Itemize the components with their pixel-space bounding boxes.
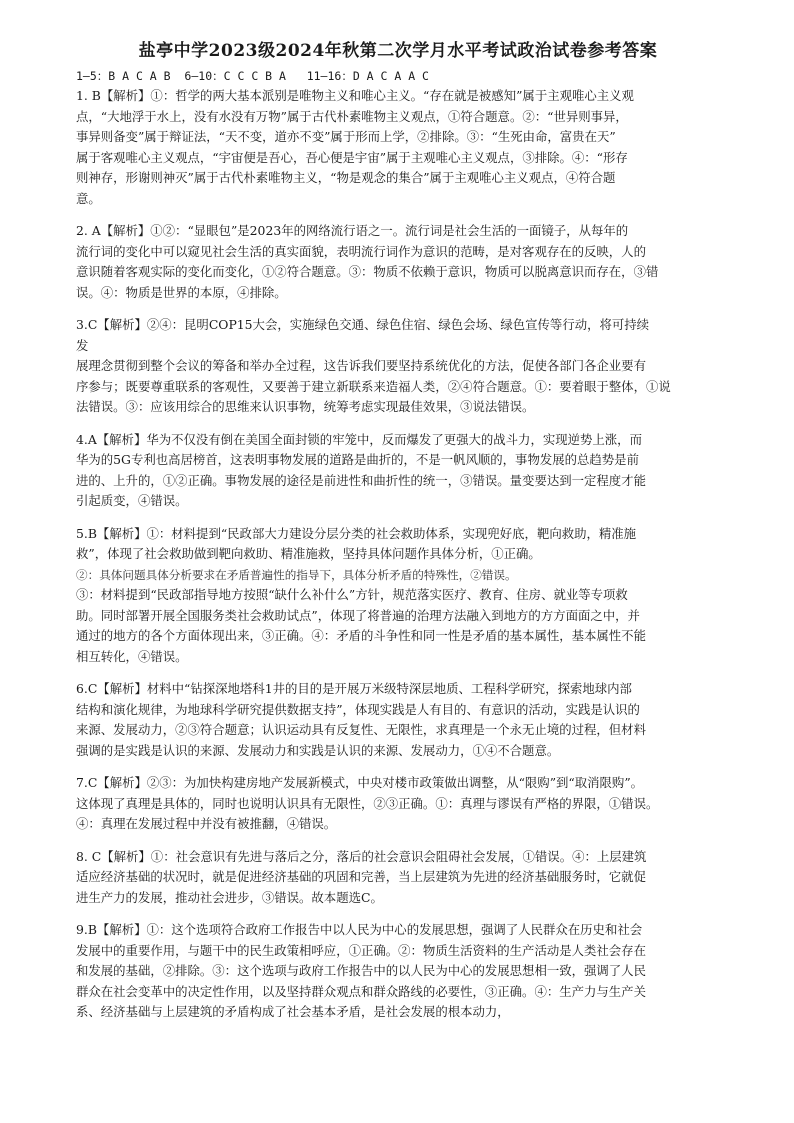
explanation-line: 通过的地方的各个方面体现出来，③正确。④：矛盾的斗争性和同一性是矛盾的基本属性，基本属性不能 (76, 628, 646, 643)
explanation-line: 5.B【解析】①：材料提到“民政部大力建设分层分类的社会救助体系，实现兜好底，靶向救助，精准施 (76, 525, 637, 541)
explanation-line: 发 (76, 337, 89, 353)
explanation-line: 9.B【解析】①：这个选项符合政府工作报告中以人民为中心的发展思想，强调了人民群众在历史和社会 (76, 922, 643, 937)
explanation-line: 群众在社会变革中的决定性作用，以及坚持群众观点和群众路线的必要性，③正确。④：生产力与生产关 (76, 983, 646, 999)
explanation-line: 适应经济基础的状况时，就是促进经济基础的巩固和完善，当上层建筑为先进的经济基础服务时，它就促 (76, 869, 646, 884)
explanation-line: 发展中的重要作用，与题干中的民生政策相呼应，①正确。②：物质生活资料的生产活动是人类社会存在 (76, 942, 646, 958)
explanation-line: 进生产力的发展，推动社会进步，③错误。故本题选C。 (76, 889, 383, 905)
explanation-line: 引起质变，④错误。 (76, 493, 188, 508)
explanation-line: 来源、发展动力，②③符合题意；认识运动具有反复性、无限性，求真理是一个永无止境的过程，但材料 (76, 722, 646, 737)
explanation-line: 则神存，形谢则神灭”属于古代朴素唯物主义，“物是观念的集合”属于主观唯心主义观点，④符合题 (76, 170, 616, 185)
explanation-line: 展理念贯彻到整个会议的筹备和举办全过程，这告诉我们要坚持系统优化的方法，促使各部门各企业要有 (76, 358, 646, 373)
explanation-line: 事异则备变”属于辩证法，“天不变，道亦不变”属于形而上学，②排除。③：“生死由命，富贵在天” (76, 129, 616, 144)
explanation-item (76, 315, 720, 418)
explanation-line: 和发展的基础，②排除。③：这个选项与政府工作报告中的以人民为中心的发展思想相一致，强调了人民 (76, 963, 646, 978)
explanation-item (76, 430, 720, 512)
explanation-item (76, 524, 720, 668)
explanation-line: 进的、上升的，①②正确。事物发展的途径是前进性和曲折性的统一，③错误。量变要达到一定程度才能 (76, 472, 646, 488)
explanation-line: 点，“大地浮于水上，没有水没有万物”属于古代朴素唯物主义观点，①符合题意。②：“世异则事异， (76, 108, 628, 124)
explanation-line: ②：具体问题具体分析要求在矛盾普遍性的指导下，具体分析矛盾的特殊性，②错误。 (76, 567, 517, 582)
explanation-line: 意。 (76, 190, 101, 206)
page-title: 盐亭中学2023级2024年秋第二次学月水平考试政治试卷参考答案 (138, 41, 658, 61)
explanation-line: 这体现了真理是具体的，同时也说明认识具有无限性，②③正确。①：真理与谬误有严格的界限，①错误。 (76, 795, 659, 811)
explanation-line: 3.C【解析】②④：昆明COP15大会，实施绿色交通、绿色住宿、绿色会场、绿色宣传等行动，将可持续 (76, 317, 650, 332)
explanation-line: ④：真理在发展过程中并没有被推翻，④错误。 (76, 816, 337, 831)
explanation-line: 1. B【解析】①：哲学的两大基本派别是唯物主义和唯心主义。“存在就是被感知”属于主观唯心主义观 (76, 88, 634, 103)
explanation-line: 助。同时部署开展全国服务类社会救助试点”，体现了将普遍的治理方法融入到地方的方方面面之中，并 (76, 607, 640, 623)
answer-key-line: 1—5：B A C A B 6—10：C C C B A 11—16：D A C A A C (76, 69, 429, 83)
explanation-item (76, 773, 720, 835)
explanation-item (76, 86, 720, 209)
explanation-line: 误。④：物质是世界的本原，④排除。 (76, 284, 287, 300)
explanation-line: 8. C【解析】①：社会意识有先进与落后之分，落后的社会意识会阻碍社会发展，①错误。④：上层建筑 (76, 848, 647, 864)
explanation-line: 结构和演化规律，为地球科学研究提供数据支持”，体现实践是人有目的、有意识的活动，实践是认识的 (76, 701, 640, 717)
explanation-line: 4.A【解析】华为不仅没有倒在美国全面封锁的牢笼中，反而爆发了更强大的战斗力，实现逆势上涨，而 (76, 431, 642, 447)
explanation-line: 意识随着客观实际的变化而变化，①②符合题意。③：物质不依赖于意识，物质可以脱离意识而存在，③错 (76, 264, 659, 279)
explanation-line: 强调的是实践是认识的来源、发展动力和实践是认识的来源、发展动力，①④不合题意。 (76, 742, 560, 758)
explanation-line: 7.C【解析】②③：为加快构建房地产发展新模式，中央对楼市政策做出调整，从“限购”到“取消限购”。 (76, 775, 644, 790)
explanation-line: ③：材料提到“民政部指导地方按照“缺什么补什么”方针，规范落实医疗、教育、住房、就业等专项救 (76, 587, 628, 602)
explanation-line: 属于客观唯心主义观点，“宇宙便是吾心，吾心便是宇宙”属于主观唯心主义观点，③排除。④：“形存 (76, 149, 628, 165)
explanation-line: 流行词的变化中可以窥见社会生活的真实面貌，表明流行词作为意识的范畴，是对客观存在的反映，人的 (76, 243, 646, 259)
explanation-line: 相互转化，④错误。 (76, 648, 188, 664)
explanation-item (76, 920, 720, 1023)
explanation-line: 6.C【解析】材料中“钻探深地塔科1井的目的是开展万米级特深层地质、工程科学研究，探索地球内部 (76, 681, 632, 696)
explanation-line: 法错误。③：应该用综合的思维来认识事物，统筹考虑实现最佳效果，③说法错误。 (76, 399, 535, 414)
explanation-list (76, 86, 720, 1023)
explanation-line: 2. A【解析】①②：“显眼包”是2023年的网络流行语之一。流行词是社会生活的一面镜子，从每年的 (76, 223, 629, 238)
explanation-item (76, 221, 720, 303)
explanation-line: 救”，体现了社会救助做到靶向救助、精准施救，坚持具体问题作具体分析，①正确。 (76, 546, 541, 561)
explanation-line: 系、经济基础与上层建筑的矛盾构成了社会基本矛盾，是社会发展的根本动力， (76, 1004, 510, 1019)
explanation-line: 华为的5G专利也高居榜首，这表明事物发展的道路是曲折的，不是一帆风顺的，事物发展的总趋势是前 (76, 452, 639, 467)
explanation-item (76, 679, 720, 761)
explanation-item (76, 847, 720, 909)
explanation-line: 序参与；既要尊重联系的客观性，又要善于建立新联系来造福人类，②④符合题意。①：要着眼于整体，①说 (76, 378, 671, 394)
